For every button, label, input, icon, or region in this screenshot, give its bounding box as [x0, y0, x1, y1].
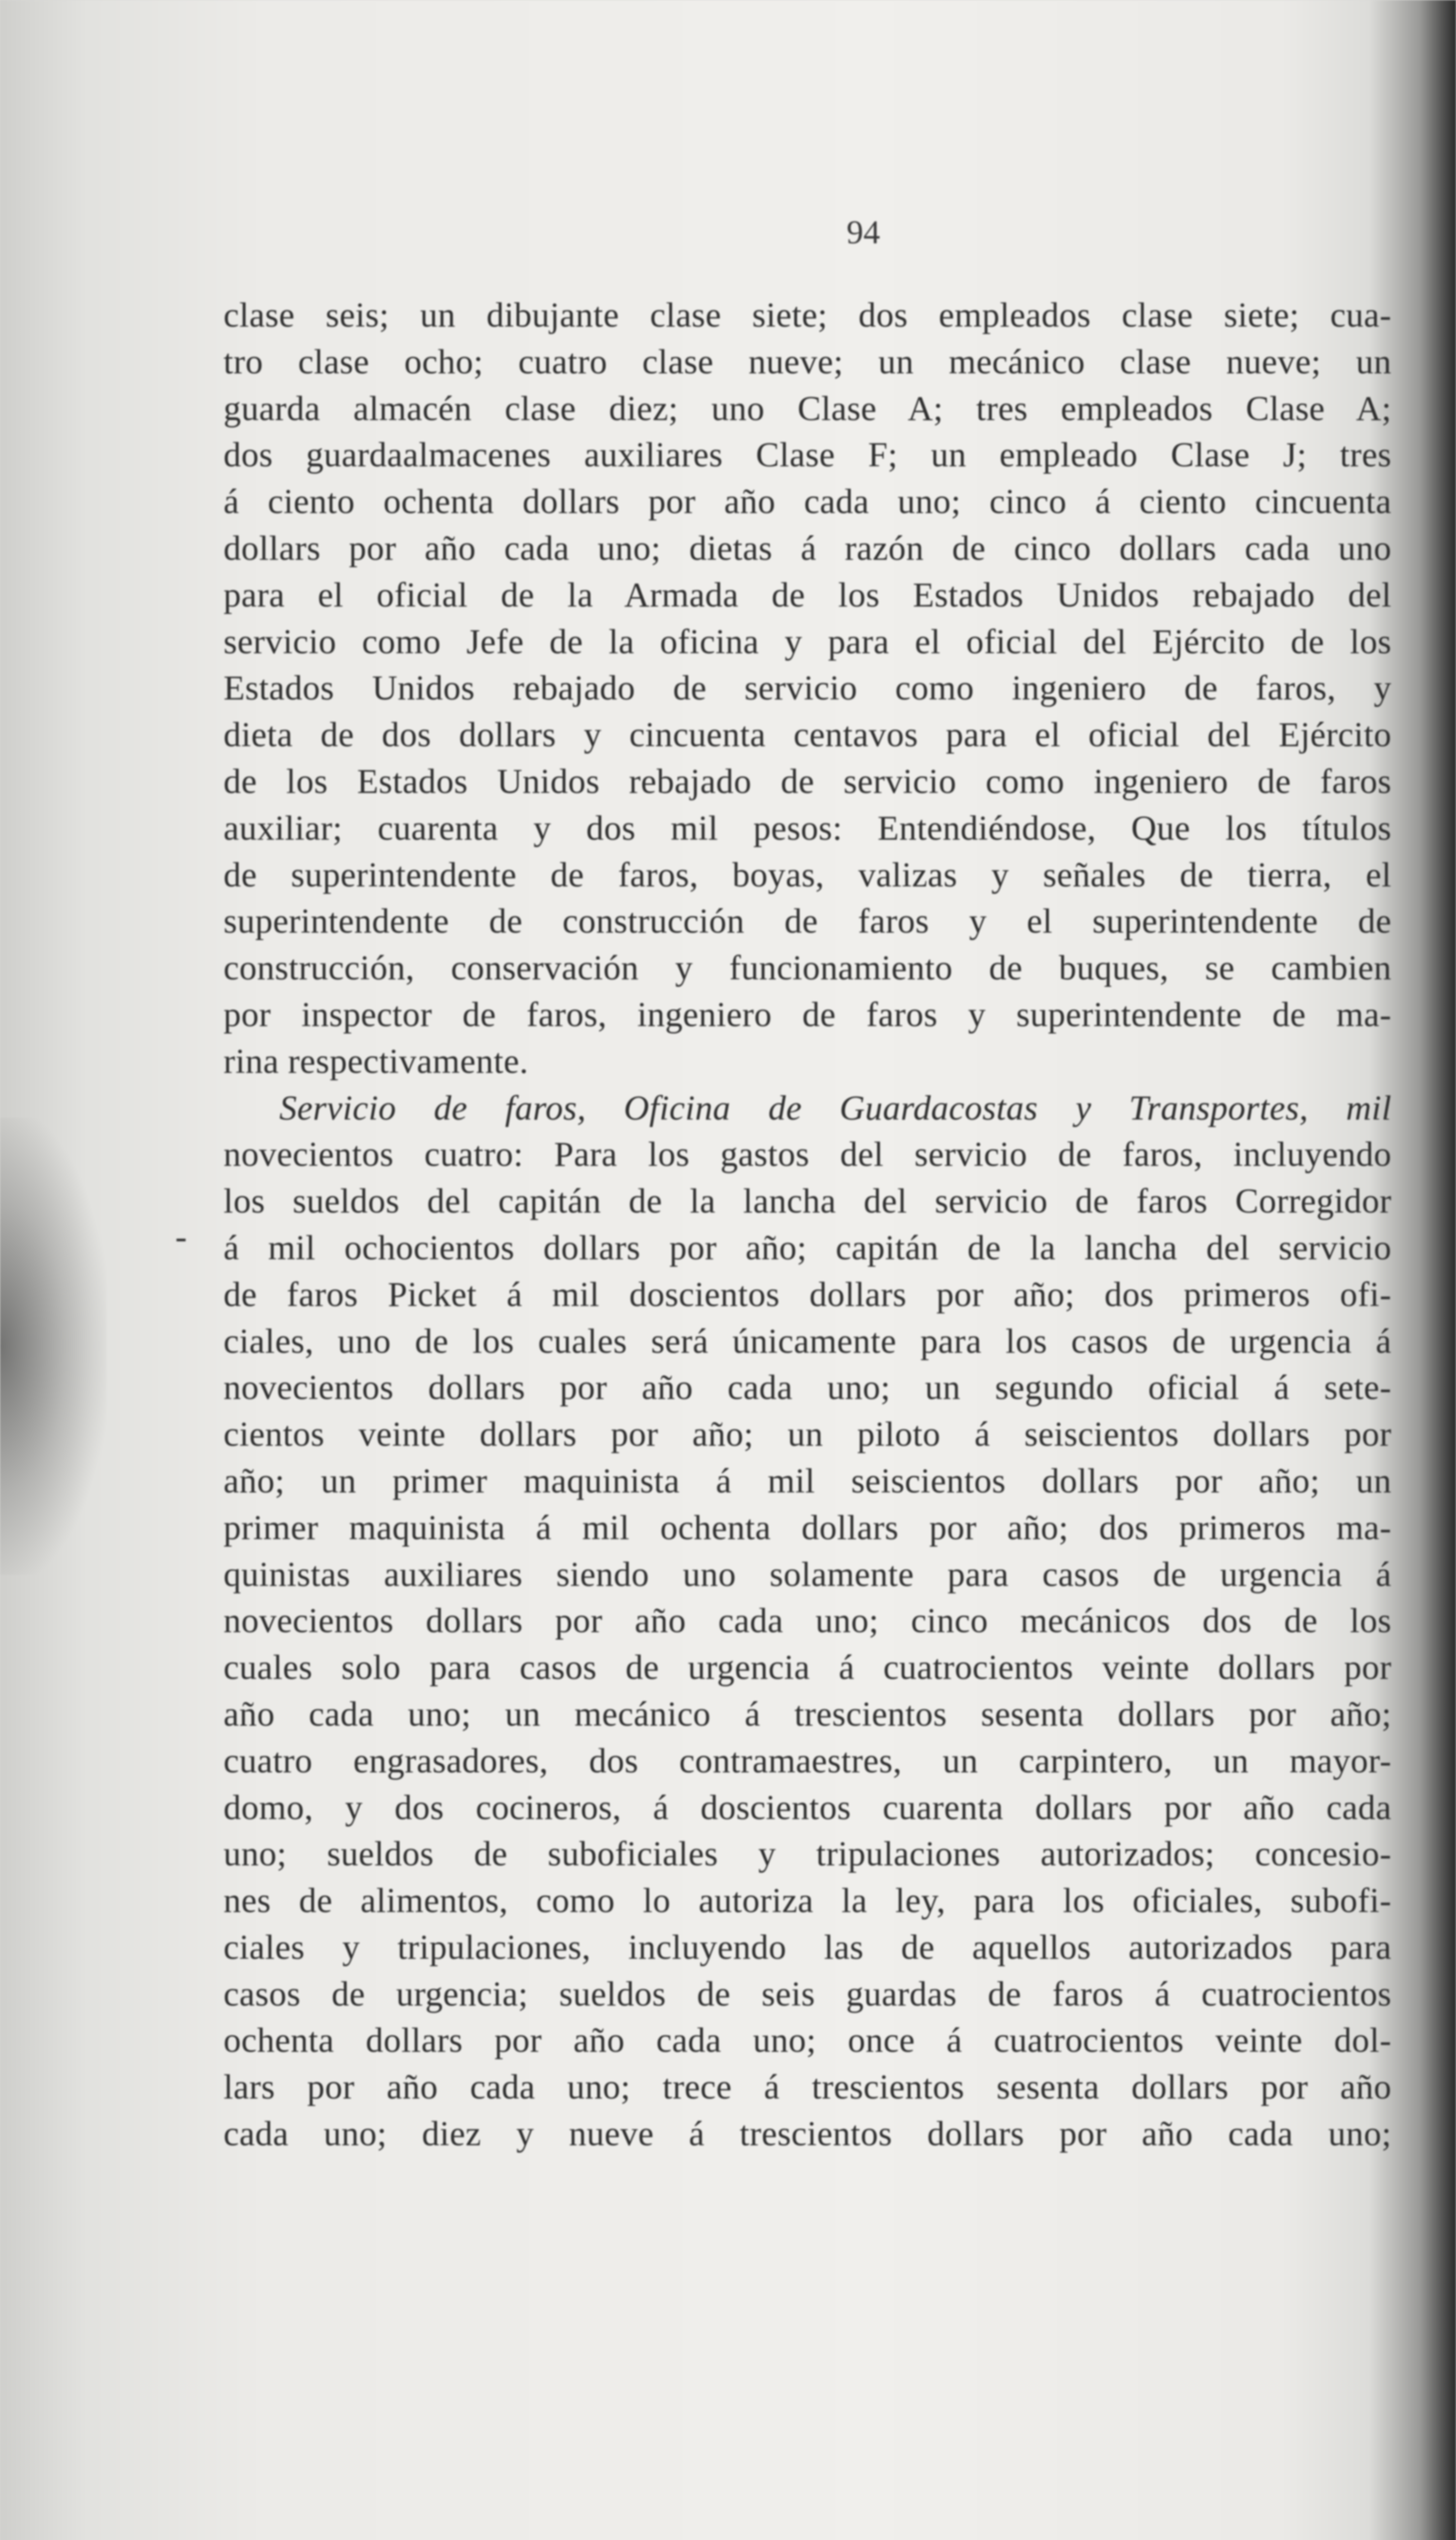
margin-mark: -	[175, 1217, 187, 1256]
text-line: cuatro engrasadores, dos contramaestres, un carpintero, un mayor-	[223, 1741, 1392, 1780]
text-line: tro clase ocho; cuatro clase nueve; un mecánico clase nueve; un	[223, 342, 1392, 381]
text-line: por inspector de faros, ingeniero de faros y superintendente de ma-	[223, 995, 1392, 1034]
text-line: nes de alimentos, como lo autoriza la ley, para los oficiales, subofi-	[223, 1881, 1392, 1920]
text-line: los sueldos del capitán de la lancha del servicio de faros Corregidor	[223, 1182, 1392, 1221]
text-line: cuales solo para casos de urgencia á cuatrocientos veinte dollars por	[223, 1648, 1392, 1687]
text-line: ciales y tripulaciones, incluyendo las de aquellos autorizados para	[223, 1927, 1392, 1966]
text-line: superintendente de construcción de faros y el superintendente de	[223, 902, 1392, 941]
text-line: á ciento ochenta dollars por año cada uno; cinco á ciento cincuenta	[223, 482, 1392, 521]
body-text	[223, 292, 1392, 2157]
text-line: ciales, uno de los cuales será únicamente para los casos de urgencia á	[223, 1321, 1392, 1360]
text-line: primer maquinista á mil ochenta dollars por año; dos primeros ma-	[223, 1508, 1392, 1547]
text-line: cientos veinte dollars por año; un piloto á seiscientos dollars por	[223, 1415, 1392, 1454]
section-heading-line: Servicio de faros, Oficina de Guardacostas y Transportes, mil	[279, 1088, 1392, 1127]
text-line: quinistas auxiliares siendo uno solamente para casos de urgencia á	[223, 1554, 1392, 1594]
text-line: novecientos dollars por año cada uno; cinco mecánicos dos de los	[223, 1601, 1392, 1640]
text-line: auxiliar; cuarenta y dos mil pesos: Entendiéndose, Que los títulos	[223, 808, 1392, 847]
text-line: ochenta dollars por año cada uno; once á cuatrocientos veinte dol-	[223, 2021, 1392, 2060]
text-line: dollars por año cada uno; dietas á razón de cinco dollars cada uno	[223, 528, 1392, 567]
text-line: dieta de dos dollars y cincuenta centavos para el oficial del Ejército	[223, 715, 1392, 754]
text-line: casos de urgencia; sueldos de seis guardas de faros á cuatrocientos	[223, 1974, 1392, 2013]
text-line: construcción, conservación y funcionamiento de buques, se cambien	[223, 948, 1392, 988]
text-line: para el oficial de la Armada de los Estados Unidos rebajado del	[223, 575, 1392, 614]
text-line: de superintendente de faros, boyas, valizas y señales de tierra, el	[223, 855, 1392, 894]
text-line: lars por año cada uno; trece á trescientos sesenta dollars por año	[223, 2068, 1392, 2107]
text-line: novecientos cuatro: Para los gastos del servicio de faros, incluyendo	[223, 1135, 1392, 1174]
text-line: clase seis; un dibujante clase siete; dos empleados clase siete; cua-	[223, 296, 1392, 334]
text-line: de faros Picket á mil doscientos dollars por año; dos primeros ofi-	[223, 1275, 1392, 1314]
page-number: 94	[847, 214, 880, 251]
text-line: rina respectivamente.	[223, 1041, 529, 1081]
text-line: año; un primer maquinista á mil seiscientos dollars por año; un	[223, 1461, 1392, 1500]
text-line: cada uno; diez y nueve á trescientos dollars por año cada uno;	[223, 2114, 1392, 2153]
text-line: domo, y dos cocineros, á doscientos cuarenta dollars por año cada	[223, 1788, 1392, 1827]
text-line: servicio como Jefe de la oficina y para el oficial del Ejército de los	[223, 622, 1392, 661]
text-line: dos guardaalmacenes auxiliares Clase F; un empleado Clase J; tres	[223, 435, 1392, 474]
text-line: uno; sueldos de suboficiales y tripulaciones autorizados; concesio-	[223, 1834, 1392, 1874]
text-line: Estados Unidos rebajado de servicio como ingeniero de faros, y	[223, 669, 1392, 708]
page-edge-shadow	[0, 1118, 107, 1575]
text-line: año cada uno; un mecánico á trescientos sesenta dollars por año;	[223, 1694, 1392, 1733]
text-line: novecientos dollars por año cada uno; un segundo oficial á sete-	[223, 1368, 1392, 1407]
text-line: de los Estados Unidos rebajado de servicio como ingeniero de faros	[223, 761, 1392, 801]
text-line: guarda almacén clase diez; uno Clase A; tres empleados Clase A;	[223, 389, 1392, 428]
text-line: á mil ochocientos dollars por año; capitán de la lancha del servicio	[223, 1228, 1392, 1267]
